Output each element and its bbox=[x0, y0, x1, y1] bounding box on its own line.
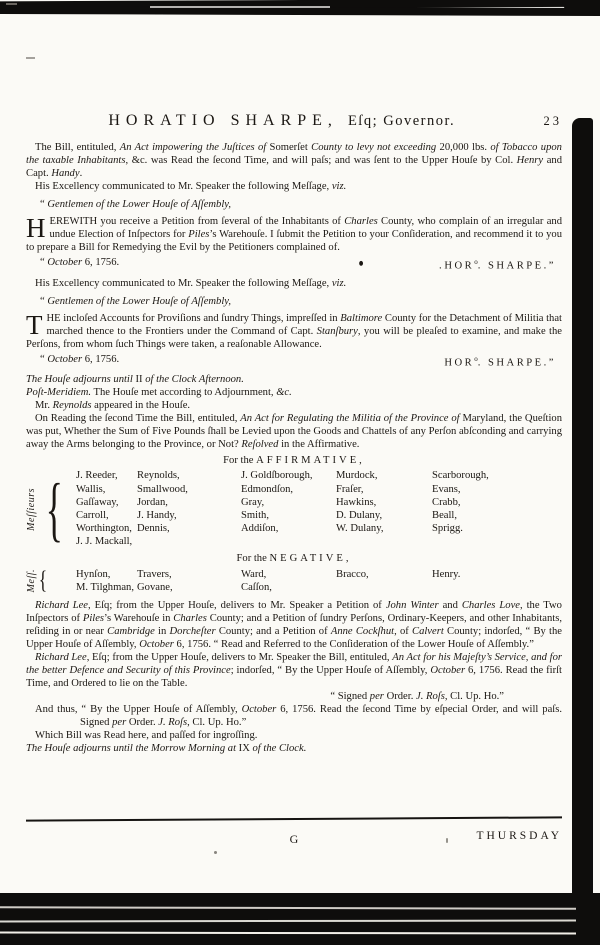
affirmative-column-4 bbox=[336, 469, 432, 535]
vote-name: Evans, bbox=[432, 483, 461, 495]
herewith-text: EREWITH you receive a Petition from ſeveral of the Inhabitants of Charles County, who complain of an irregular and undue Election of Inſpectors for Piles’s Warehouſe. I ſubmit the Petition to your Conſideration, and recommend it to you to prepare a Bill for Remedying the Evil by the Petitioners complained of. bbox=[26, 216, 563, 253]
scan-spine-band bbox=[572, 118, 593, 898]
scan-speck bbox=[6, 3, 17, 5]
paragraph-message-intro-2: His Excellency communicated to Mr. Speaker the following Meſſage, viz. bbox=[35, 277, 347, 289]
brace-glyph: { bbox=[45, 469, 63, 550]
dateline-1-date: “ October 6, 1756. bbox=[40, 257, 120, 268]
paragraph-reynolds: Mr. Reynolds appeared in the Houſe. bbox=[35, 400, 191, 412]
negative-columns bbox=[76, 568, 562, 594]
drop-cap-h: H bbox=[26, 213, 46, 243]
running-header bbox=[26, 112, 562, 130]
signature-mark: G bbox=[289, 832, 299, 846]
vote-name: Bracco, bbox=[336, 568, 369, 580]
vote-name: Hawkins, bbox=[336, 496, 377, 508]
vote-name: Dennis, bbox=[137, 523, 170, 535]
vote-name: Henry. bbox=[432, 568, 461, 580]
scan-corner-hook bbox=[562, 0, 600, 14]
paragraph-and-thus: And thus, “ By the Upper Houſe of Aſſembly, October 6, 1756. Read the ſecond Time by eſpecial Order, and will paſs.Signed per Order. J. Roſs, Cl. Up. Ho.” bbox=[35, 704, 563, 729]
vote-name: Scarborough, bbox=[432, 470, 489, 482]
page-content bbox=[26, 0, 562, 755]
paragraph-which-bill: Which Bill was Read here, and paſſed for ingroſſing. bbox=[35, 730, 258, 742]
paragraph-somerset-bill: The Bill, entituled, An Act impowering the Juſtices of Somerſet County to levy not exceeding 20,000 lbs. of Tobacco upon the taxable Inhabitants, &c. was Read the ſecond Time, and will paſs; and was ſent to the Upper Houſe by Col. Henry and Capt. Handy. bbox=[26, 142, 562, 179]
signed-per-order-1: “ Signed per Order. J. Roſs, Cl. Up. Ho.” bbox=[330, 691, 504, 703]
paragraph-lee-petitions: Richard Lee, Eſq; from the Upper Houſe, delivers to Mr. Speaker a Petition of John Winter and Charles Love, the Two Inſpectors of Piles’s Warehouſe in Charles County; and a Petition of ſundry Perſons, Ordinary-Keepers, and other Inhabitants, reſiding in or near Cambridge in Dorcheſter County; and a Petition of Anne Cockſhut, of Calvert County; indorſed, “ By the Upper Houſe of Aſſembly, October 6, 1756. “ Read and Referred to the Conſideration of the Lower Houſe of Aſſembly.” bbox=[26, 600, 562, 651]
dateline-2 bbox=[26, 353, 562, 370]
paragraph-post-meridiem: Poſt-Meridiem. The Houſe met according to Adjournment, &c. bbox=[26, 387, 292, 399]
affirmative-columns bbox=[76, 469, 562, 548]
negative-column-3 bbox=[241, 568, 336, 594]
vote-name: Fraſer, bbox=[336, 483, 364, 495]
affirmative-column-5 bbox=[432, 469, 562, 535]
paragraph-message-intro-1: His Excellency communicated to Mr. Speaker the following Meſſage, viz. bbox=[35, 181, 347, 192]
vote-name: Carroll, bbox=[76, 510, 109, 522]
affirmative-vote-table bbox=[26, 469, 562, 549]
page-body bbox=[26, 141, 562, 755]
vote-name: J. Handy, bbox=[137, 510, 177, 522]
scan-bottom-band bbox=[0, 893, 600, 945]
vote-name: Hynſon, bbox=[76, 568, 111, 580]
salutation-1: “ Gentlemen of the Lower Houſe of Aſſembly, bbox=[40, 199, 232, 210]
paragraph-herewith-message bbox=[26, 215, 562, 254]
vote-name: W. Dulany, bbox=[336, 523, 384, 535]
affirmative-column-3 bbox=[241, 469, 336, 535]
afternoon-session bbox=[26, 373, 562, 451]
footer-row bbox=[26, 832, 562, 848]
vote-name: Crabb, bbox=[432, 496, 461, 508]
vote-name: Reynolds, bbox=[137, 470, 180, 482]
vote-name: J. J. Mackall, bbox=[76, 536, 133, 548]
affirmative-column-1 bbox=[76, 469, 137, 548]
footer-rule bbox=[26, 816, 562, 821]
affirmative-column-2 bbox=[137, 469, 241, 535]
negative-margin bbox=[26, 567, 76, 595]
paragraph-lee-bill: Richard Lee, Eſq; from the Upper Houſe, delivers to Mr. Speaker the Bill, entituled, An Act for his Majeſty’s Service, and for the better Defence and Security of this Province; indorſed, “ By the Upper Houſe of Aſſembly, October 6, 1756. Read the firſt Time, and Ordered to lie on the Table. bbox=[26, 652, 563, 690]
messieurs-label: Meſſieurs bbox=[26, 487, 37, 531]
dateline-1 bbox=[26, 256, 562, 273]
page-title: HORATIO SHARPE, Eſq; Governor. bbox=[108, 112, 456, 129]
catchword: THURSDAY bbox=[476, 830, 562, 842]
paragraph-on-reading: On Reading the ſecond Time the Bill, entituled, An Act for Regulating the Militia of the Province of Maryland, the Queſtion was put, Whether the Sum of Five Pounds ſhall be Levied upon the Goods and Chattels of any Perſon abſconding and carrying away the Arms belonging to the Province, or Not? Reſolved in the Affirmative. bbox=[26, 413, 562, 451]
signature-sharpe-2: HOR$^o$. SHARPE.” bbox=[444, 354, 556, 369]
mess-label: Meſſ. bbox=[26, 569, 37, 593]
vote-name: D. Dulany, bbox=[336, 510, 383, 522]
vote-name: Gray, bbox=[241, 496, 265, 508]
paragraph-inclosed-message bbox=[26, 309, 562, 351]
book-edge-line bbox=[0, 906, 576, 910]
book-edge-line bbox=[0, 919, 576, 922]
page-footer bbox=[26, 818, 562, 848]
signature-sharpe-1: . HOR$^o$. SHARPE.” bbox=[439, 258, 556, 272]
vote-name: Murdock, bbox=[336, 470, 378, 482]
vote-name: Gaſſaway, bbox=[76, 496, 119, 508]
negative-column-1 bbox=[76, 568, 137, 594]
vote-name: Sprigg. bbox=[432, 523, 463, 535]
dateline-2-date: “ October 6, 1756. bbox=[40, 353, 120, 365]
vote-name: Addiſon, bbox=[241, 523, 279, 535]
scan-speck bbox=[214, 851, 217, 854]
negative-column-2 bbox=[137, 568, 241, 594]
negative-column-5 bbox=[432, 568, 562, 581]
vote-name: Govane, bbox=[137, 582, 173, 594]
negative-column-4 bbox=[336, 568, 432, 581]
vote-name: Edmondſon, bbox=[241, 483, 294, 495]
brace-glyph: { bbox=[38, 567, 48, 595]
vote-name: Beall, bbox=[432, 510, 458, 522]
page-number: 23 bbox=[543, 114, 562, 128]
vote-name: Smallwood, bbox=[137, 483, 188, 495]
negative-vote-table bbox=[26, 567, 562, 595]
affirmative-margin bbox=[26, 469, 76, 549]
salutation-2: “ Gentlemen of the Lower Houſe of Aſſembly, bbox=[40, 295, 232, 307]
upper-house-messages bbox=[26, 599, 562, 755]
vote-name: J. Goldſborough, bbox=[241, 470, 313, 482]
inclosed-text: HE incloſed Accounts for Proviſions and ſundry Things, impreſſed in Baltimore County for the Detachment of Militia that marched thence to the Frontiers under the Command of Capt. Stanſbury, you will be pleaſed to examine, and make the Perſons, from whom ſuch Things were taken, a reaſonable Allowance. bbox=[26, 312, 562, 350]
paragraph-adjourn-morrow: The Houſe adjourns until the Morrow Morning at IX of the Clock. bbox=[26, 743, 307, 755]
vote-name: Wallis, bbox=[76, 483, 106, 495]
vote-name: M. Tilghman, bbox=[76, 582, 134, 594]
paragraph-adjourn-afternoon: The Houſe adjourns until II of the Clock Afternoon. bbox=[26, 374, 244, 386]
vote-name: Ward, bbox=[241, 568, 267, 580]
vote-name: Smith, bbox=[241, 510, 269, 522]
drop-cap-t: T bbox=[26, 309, 43, 340]
vote-name: Worthington, bbox=[76, 523, 132, 535]
vote-name: J. Reeder, bbox=[76, 470, 118, 482]
ink-blot: ● bbox=[358, 256, 364, 270]
book-edge-line bbox=[0, 931, 576, 934]
vote-name: Travers, bbox=[137, 568, 172, 580]
vote-name: Jordan, bbox=[137, 496, 168, 508]
negative-heading: For the NEGATIVE, bbox=[236, 553, 352, 565]
vote-name: Caſſon, bbox=[241, 582, 272, 594]
affirmative-heading: For the AFFIRMATIVE, bbox=[223, 455, 365, 467]
